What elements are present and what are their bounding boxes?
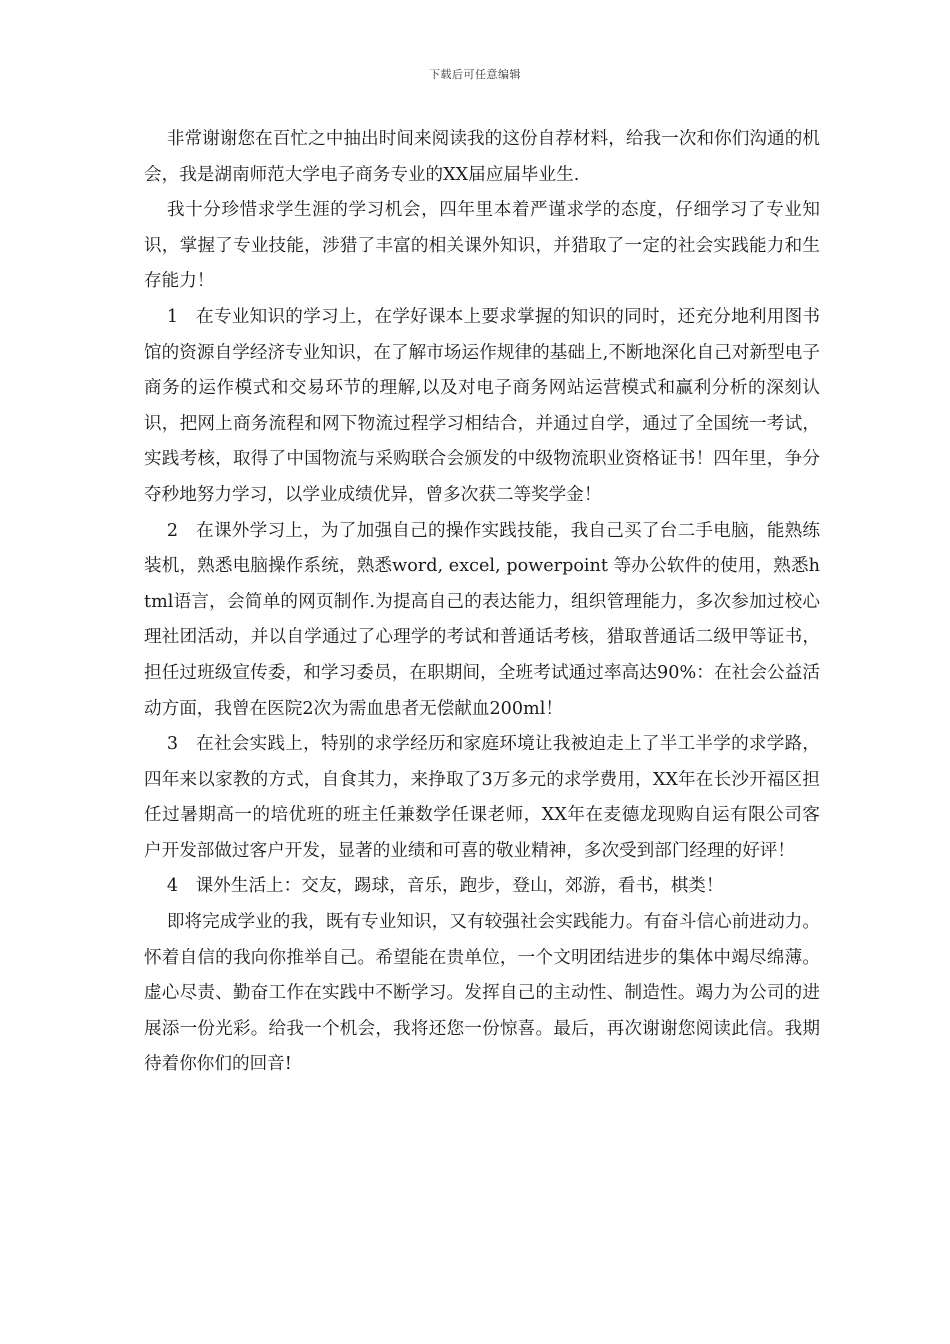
paragraph-intro: 非常谢谢您在百忙之中抽出时间来阅读我的这份自荐材料，给我一次和你们沟通的机会，我是湖南师范大学电子商务专业的XX届应届毕业生.	[144, 129, 820, 185]
paragraph-hobbies: 4 课外生活上：交友，踢球，音乐，跑步，登山，郊游，看书，棋类！	[166, 876, 724, 897]
paragraph-closing: 即将完成学业的我，既有专业知识，又有较强社会实践能力。有奋斗信心前进动力。怀着自信的我向你推举自己。希望能在贵单位，一个文明团结进步的集体中竭尽绵薄。虚心尽责、勤奋工作在实践中不断学习。发挥自己的主动性、制造性。竭力为公司的进展添一份光彩。给我一个机会，我将还您一份惊喜。最后，再次谢谢您阅读此信。我期待着你你们的回音!	[144, 912, 820, 1075]
page-header: 下载后可任意编辑	[429, 68, 521, 81]
letter-body	[144, 122, 820, 1083]
paragraph-social-practice: 3 在社会实践上，特别的求学经历和家庭环境让我被迫走上了半工半学的求学路，四年来以家教的方式，自食其力，来挣取了3万多元的求学费用，XX年在长沙开福区担任过暑期高一的培优班的班主任兼数学任课老师，XX年在麦德龙现购自运有限公司客户开发部做过客户开发，显著的业绩和可喜的敬业精神，多次受到部门经理的好评！	[144, 734, 820, 861]
paragraph-professional-knowledge: 1 在专业知识的学习上，在学好课本上要求掌握的知识的同时，还充分地利用图书馆的资源自学经济专业知识，在了解市场运作规律的基础上,不断地深化自己对新型电子商务的运作模式和交易环节的理解,以及对电子商务网站运营模式和赢利分析的深刻认识，把网上商务流程和网下物流过程学习相结合，并通过自学，通过了全国统一考试，实践考核，取得了中国物流与采购联合会颁发的中级物流职业资格证书！四年里，争分夺秒地努力学习，以学业成绩优异，曾多次获二等奖学金！	[144, 306, 820, 505]
paragraph-study-opportunity: 我十分珍惜求学生涯的学习机会，四年里本着严谨求学的态度，仔细学习了专业知识，掌握了专业技能，涉猎了丰富的相关课外知识，并猎取了一定的社会实践能力和生存能力！	[144, 200, 820, 292]
paragraph-extracurricular-study: 2 在课外学习上，为了加强自己的操作实践技能，我自己买了台二手电脑，能熟练装机，熟悉电脑操作系统，熟悉word, excel, powerpoint 等办公软件的使用，熟悉html语言，会简单的网页制作.为提高自己的表达能力，组织管理能力，多次参加过校心理社团活动，并以自学通过了心理学的考试和普通话考核，猎取普通话二级甲等证书，担任过班级宣传委，和学习委员，在职期间，全班考试通过率高达90%：在社会公益活动方面，我曾在医院2次为需血患者无偿献血200ml！	[144, 520, 820, 719]
